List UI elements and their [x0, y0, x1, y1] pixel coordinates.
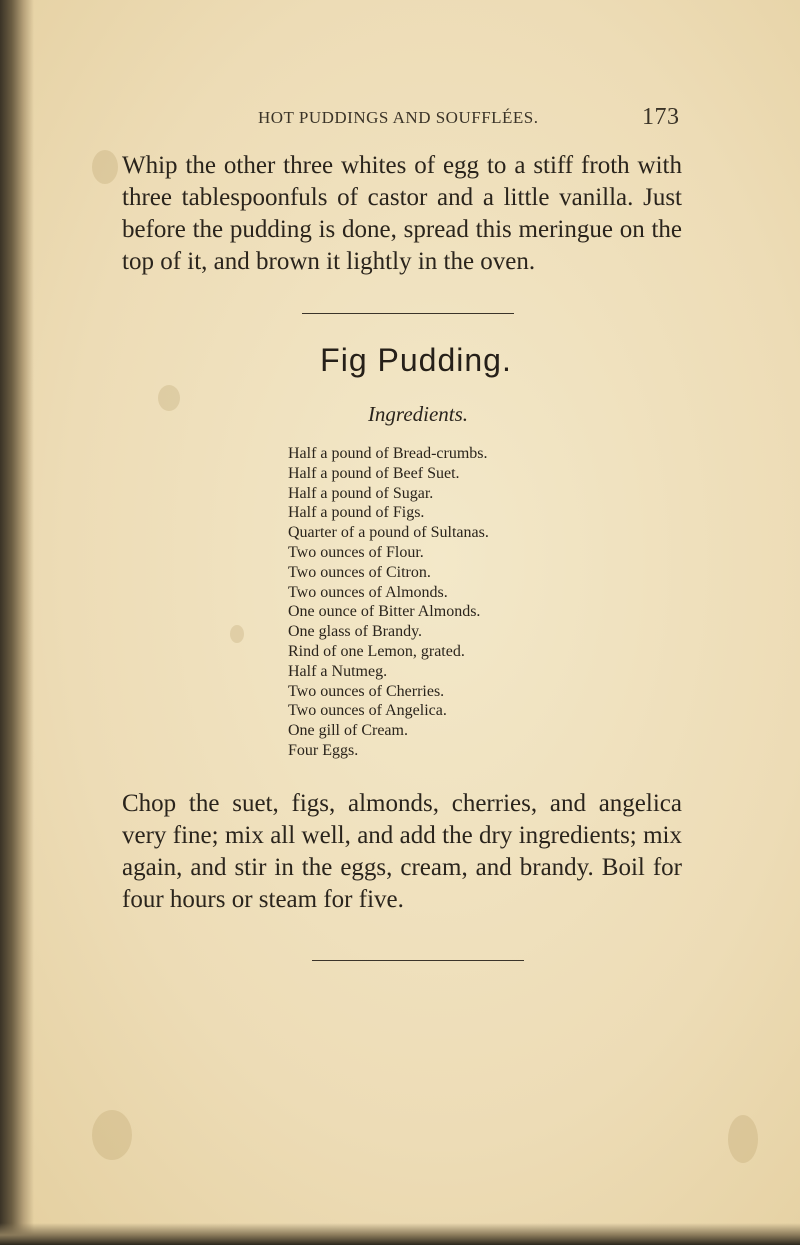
- ingredient-item: Half a pound of Sugar.: [288, 484, 434, 502]
- ingredient-item: One gill of Cream.: [288, 722, 408, 740]
- ingredient-item: Rind of one Lemon, grated.: [288, 642, 465, 660]
- ingredient-item: Two ounces of Citron.: [288, 563, 431, 581]
- foxing-spot: [92, 1110, 132, 1160]
- ingredients-list: [288, 444, 489, 761]
- ingredients-heading-text: Ingredients.: [367, 402, 469, 426]
- foxing-spot: [230, 625, 244, 643]
- ingredients-heading: [0, 402, 800, 427]
- section-divider: [302, 313, 514, 314]
- ingredient-item: Half a pound of Figs.: [288, 504, 425, 522]
- ingredient-item: Four Eggs.: [288, 741, 359, 759]
- page-number: 173: [642, 104, 680, 130]
- ingredient-item: Quarter of a pound of Sultanas.: [288, 524, 489, 542]
- ingredient-item: One ounce of Bitter Almonds.: [288, 603, 481, 621]
- ingredient-item: Two ounces of Almonds.: [288, 583, 448, 601]
- end-divider: [312, 960, 524, 961]
- recipe-title-text: Fig Pudding.: [320, 342, 512, 378]
- intro-paragraph: Whip the other three whites of egg to a stiff froth with three tablespoonfuls of castor and a little vanilla. Just before the pudding is done, spread this meringue on the top of it, and brown it lightly in the oven.: [122, 152, 682, 275]
- book-spine-shadow: [0, 0, 34, 1245]
- ingredient-item: Two ounces of Cherries.: [288, 682, 445, 700]
- foxing-spot: [728, 1115, 758, 1163]
- ingredient-item: Two ounces of Angelica.: [288, 702, 447, 720]
- page-bottom-edge: [0, 1223, 800, 1245]
- ingredient-item: Half a pound of Bread-crumbs.: [288, 445, 488, 462]
- ingredient-item: One glass of Brandy.: [288, 623, 423, 641]
- running-head-title: HOT PUDDINGS AND SOUFFLÉES.: [258, 108, 539, 127]
- ingredient-item: Half a Nutmeg.: [288, 662, 388, 680]
- foxing-spot: [92, 150, 118, 184]
- ingredient-item: Half a pound of Beef Suet.: [288, 464, 460, 482]
- recipe-title: [0, 342, 800, 379]
- method-paragraph: Chop the suet, figs, almonds, cherries, and angelica very fine; mix all well, and add the dry ingredients; mix again, and stir in the eggs, cream, and brandy. Boil for four hours or steam for five.: [122, 790, 682, 913]
- ingredient-item: Two ounces of Flour.: [288, 543, 424, 561]
